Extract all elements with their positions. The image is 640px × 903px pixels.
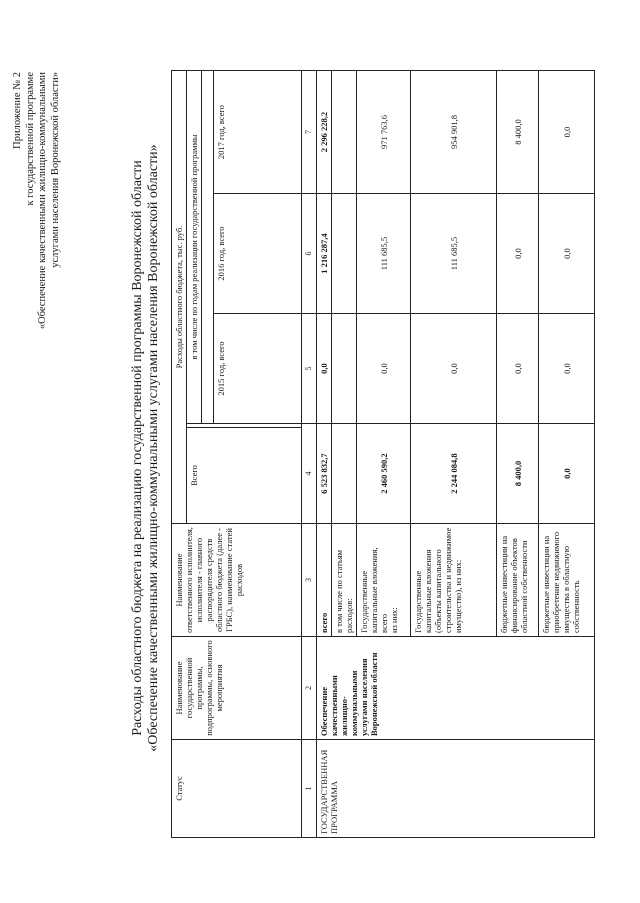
y2015-cell: 0,0: [497, 314, 539, 424]
y2016-cell: 0,0: [497, 194, 539, 314]
y2016-cell: 1 216 287,4: [317, 194, 332, 314]
table-row: [317, 71, 332, 838]
title-line: Расходы областного бюджета на реализацию государственной программы Воронежской области: [130, 160, 145, 736]
header-expenses: Расходы областного бюджета, тыс. руб.: [172, 71, 187, 524]
header-total: Всего: [187, 428, 302, 524]
expenses-table: [171, 70, 595, 838]
appendix-line: «Обеспечение качественными жилищно-коммунальными: [37, 72, 48, 330]
y2017-cell: [332, 71, 357, 194]
status-cell: ГОСУДАРСТВЕННАЯ ПРОГРАММА: [317, 740, 595, 838]
row-label-sub: из них:: [389, 607, 399, 633]
header-blank-row: [202, 71, 214, 424]
title-line: «Обеспечение качественными жилищно-коммунальными услугами населения Воронежской области»: [146, 144, 161, 752]
y2015-cell: 0,0: [411, 314, 497, 424]
header-incl-years: в том числе по годам реализации государственной программы: [187, 71, 202, 424]
total-cell: 8 400,0: [497, 424, 539, 524]
row-label: бюджетные инвестиции на приобретение недвижимого имущества в областную собственность: [539, 524, 595, 637]
y2016-cell: [332, 194, 357, 314]
total-cell: 0,0: [539, 424, 595, 524]
program-name-cell: Обеспечение качественными жилищно-коммунальными услугами населения Воронежской области: [317, 637, 595, 740]
y2015-cell: [332, 314, 357, 424]
header-2015: 2015 год, всего: [214, 314, 302, 424]
y2015-cell: 0,0: [357, 314, 411, 424]
header-program-name: Наименование государственной программы, подпрограммы, основного мероприятия: [172, 637, 302, 740]
total-cell: 2 460 590,2: [357, 424, 411, 524]
col-number: 1: [302, 740, 317, 838]
total-cell: 6 523 832,7: [317, 424, 332, 524]
col-number: 4: [302, 424, 317, 524]
header-2016: 2016 год, всего: [214, 194, 302, 314]
header-executor: Наименование ответственного исполнителя, исполнителя - главного распорядителя средств областного бюджета (далее - ГРБС), наименование статей расходов: [172, 524, 302, 637]
col-number: 2: [302, 637, 317, 740]
y2017-cell: 954 901,8: [411, 71, 497, 194]
y2017-cell: 0,0: [539, 71, 595, 194]
document-title: [130, 58, 162, 838]
col-number: 3: [302, 524, 317, 637]
header-spacer: [187, 424, 302, 428]
total-cell: [332, 424, 357, 524]
y2017-cell: 971 763,6: [357, 71, 411, 194]
col-number: 6: [302, 194, 317, 314]
appendix-line: Приложение № 2: [12, 72, 23, 149]
y2015-cell: 0,0: [317, 314, 332, 424]
appendix-line: к государственной программе: [24, 72, 36, 206]
header-2017: 2017 год, всего: [214, 71, 302, 194]
y2017-cell: 2 296 228,2: [317, 71, 332, 194]
y2015-cell: 0,0: [539, 314, 595, 424]
header-status: Статус: [172, 740, 302, 838]
appendix-note: [12, 72, 62, 329]
row-label: Государственные капитальные вложения (объекты капитального строительства и недвижимое имущество), из них:: [411, 524, 497, 637]
row-label: в том числе по статьям расходов:: [332, 524, 357, 637]
col-number: 7: [302, 71, 317, 194]
y2017-cell: 8 400,0: [497, 71, 539, 194]
appendix-line: услугами населения Воронежской области»: [49, 72, 61, 268]
column-number-row: [302, 71, 317, 838]
row-label: [357, 524, 411, 637]
row-label-main: Государственные капитальные вложения, всего: [359, 547, 389, 633]
row-label: всего: [317, 524, 332, 637]
total-cell: 2 244 084,8: [411, 424, 497, 524]
y2016-cell: 0,0: [539, 194, 595, 314]
y2016-cell: 111 685,5: [411, 194, 497, 314]
y2016-cell: 111 685,5: [357, 194, 411, 314]
col-number: 5: [302, 314, 317, 424]
row-label: бюджетные инвестиции на финансирование объектов областной собственности: [497, 524, 539, 637]
rotated-page-content: [6, 0, 634, 898]
